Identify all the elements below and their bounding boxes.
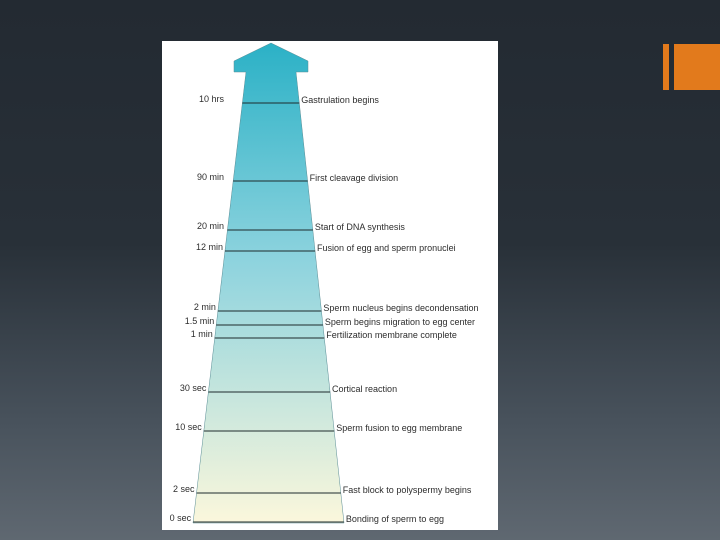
accent-bar-thin [663, 44, 669, 90]
milestone-event-label: Sperm nucleus begins decondensation [323, 303, 479, 313]
milestone-event-label: Sperm begins migration to egg center [324, 317, 476, 327]
milestone-time-label: 20 min [196, 221, 224, 231]
milestone-time-label: 10 hrs [198, 94, 224, 104]
milestone-time-label: 1 min [190, 329, 213, 339]
milestone-time-label: 90 min [196, 172, 224, 182]
milestone-time-label: 10 sec [175, 422, 202, 432]
milestone-event-label: Bonding of sperm to egg [345, 514, 444, 524]
milestone-event-label: Start of DNA synthesis [314, 222, 405, 232]
fertilization-timeline-figure [162, 41, 498, 530]
milestone-event-label: Cortical reaction [332, 384, 398, 394]
milestone-event-label: Fertilization membrane complete [326, 330, 457, 340]
milestone-event-label: Sperm fusion to egg membrane [336, 423, 463, 433]
timeline-arrow-shaft [190, 43, 344, 523]
milestone-time-label: 30 sec [179, 383, 207, 393]
title-accent-decoration [663, 44, 720, 90]
milestone-time-label: 2 min [193, 302, 216, 312]
milestone-time-label: 2 sec [173, 484, 195, 494]
milestone-time-label: 1.5 min [184, 316, 215, 326]
milestone-event-label: Fusion of egg and sperm pronuclei [317, 243, 456, 253]
milestone-time-label: 12 min [195, 242, 223, 252]
accent-bar-wide [674, 44, 720, 90]
milestone-event-label: First cleavage division [309, 173, 399, 183]
timeline-arrow-graphic [162, 41, 498, 530]
milestone-time-label: 0 sec [169, 513, 192, 523]
milestone-event-label: Fast block to polyspermy begins [342, 485, 472, 495]
milestone-event-label: Gastrulation begins [301, 95, 379, 105]
